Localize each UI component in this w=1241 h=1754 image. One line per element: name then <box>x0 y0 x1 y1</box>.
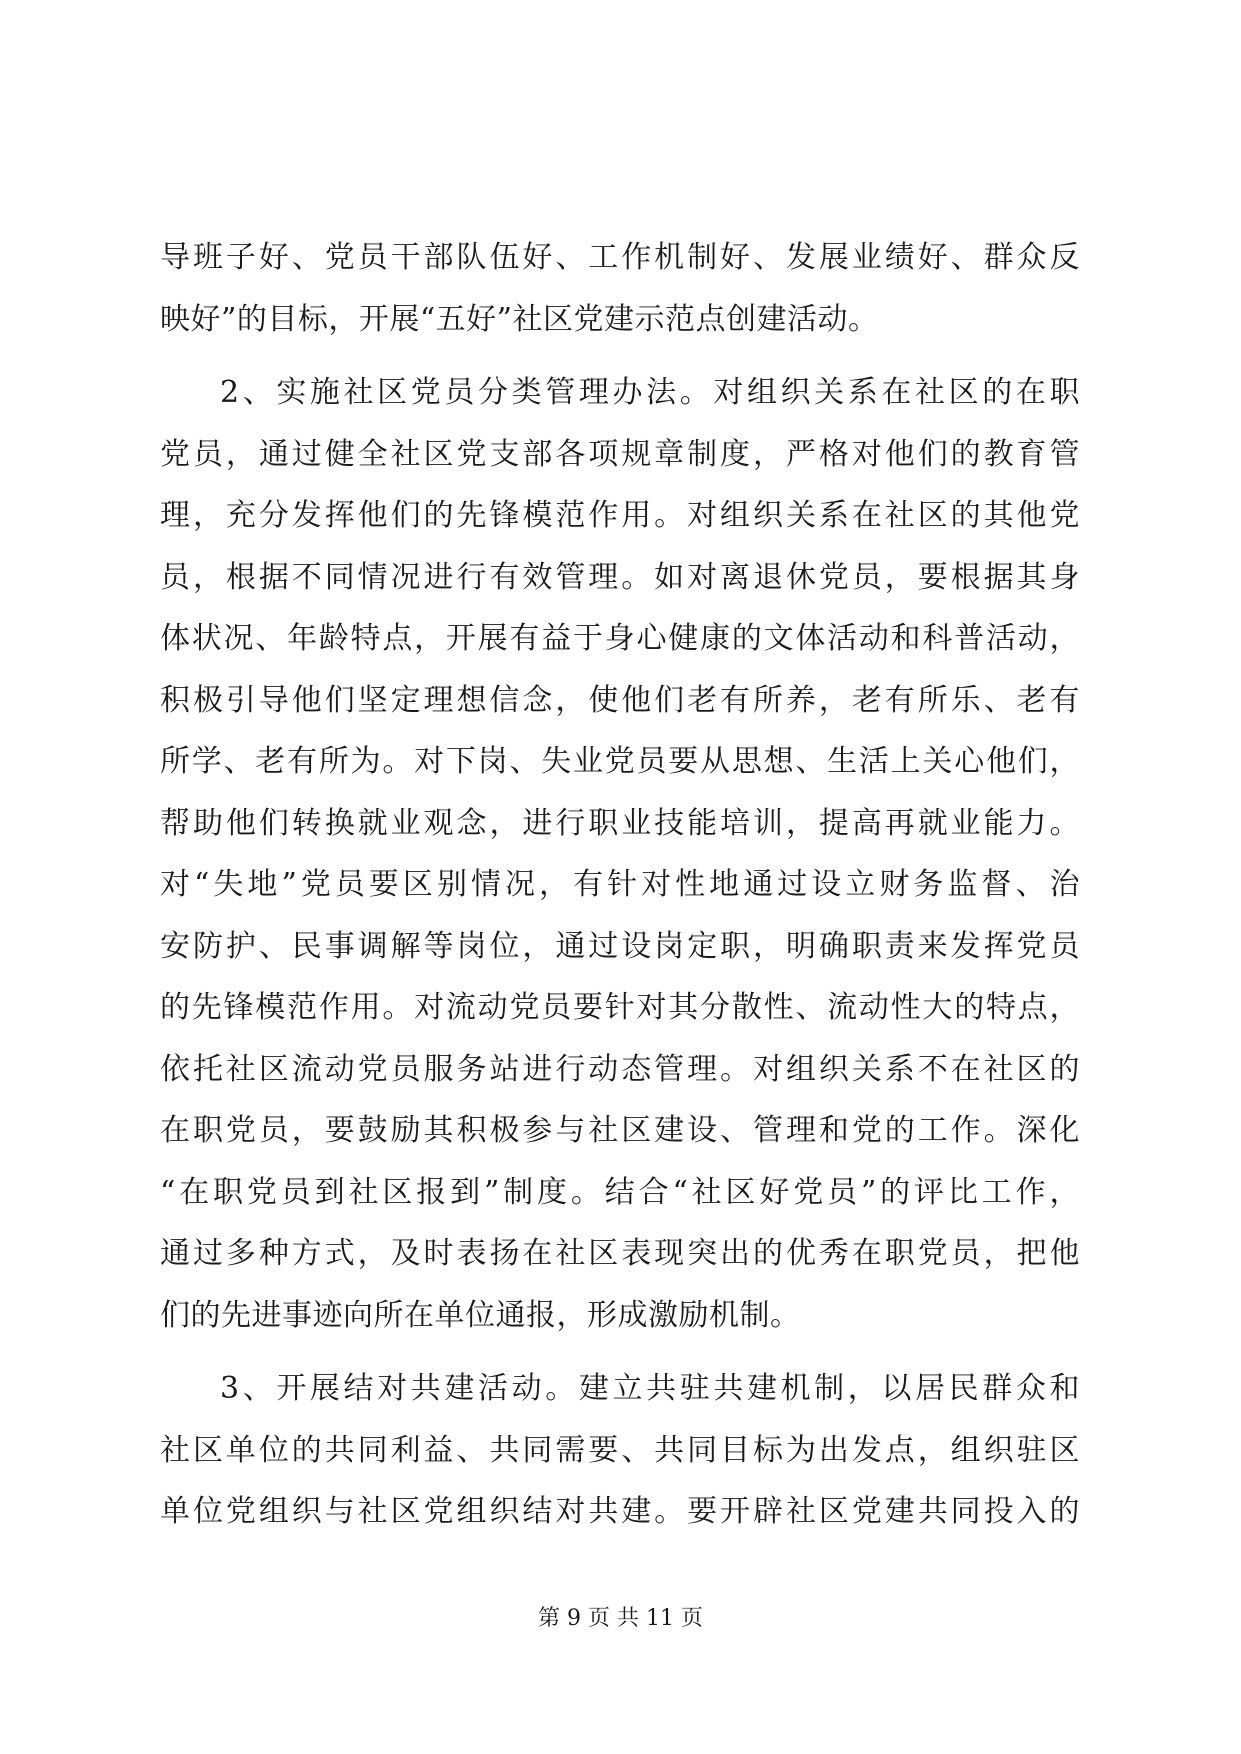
paragraph-gap <box>160 350 1080 362</box>
text-line: 理，充分发挥他们的先锋模范作用。对组织关系在社区的其他党 <box>160 498 1080 533</box>
document-body <box>160 227 1080 1543</box>
text-line: 在职党员，要鼓励其积极参与社区建设、管理和党的工作。深化 <box>160 1113 1080 1148</box>
paragraph-3-first-line: 3、开展结对共建活动。建立共驻共建机制，以居民群众和 <box>220 1371 1080 1406</box>
page-number-footer: 第 9 页 共 11 页 <box>538 1606 703 1631</box>
text-line: 映好”的目标，开展“五好”社区党建示范点创建活动。 <box>160 301 879 337</box>
text-line: 的先锋模范作用。对流动党员要针对其分散性、流动性大的特点， <box>160 990 1080 1025</box>
text-line: 员，根据不同情况进行有效管理。如对离退休党员，要根据其身 <box>160 559 1080 595</box>
text-line: 对“失地”党员要区别情况，有针对性地通过设立财务监督、治 <box>160 867 1080 902</box>
text-line: 安防护、民事调解等岗位，通过设岗定职，明确职责来发挥党员 <box>160 928 1080 964</box>
text-line: 导班子好、党员干部队伍好、工作机制好、发展业绩好、群众反 <box>160 240 1080 275</box>
text-line: 依托社区流动党员服务站进行动态管理。对组织关系不在社区的 <box>160 1051 1080 1087</box>
text-line: 单位党组织与社区党组织结对共建。要开辟社区党建共同投入的 <box>160 1494 1080 1529</box>
text-line: 帮助他们转换就业观念，进行职业技能培训，提高再就业能力。 <box>160 805 1080 841</box>
text-line: 所学、老有所为。对下岗、失业党员要从思想、生活上关心他们， <box>160 744 1080 779</box>
text-line: “在职党员到社区报到”制度。结合“社区好党员”的评比工作， <box>160 1174 1080 1210</box>
text-line: 积极引导他们坚定理想信念，使他们老有所养，老有所乐、老有 <box>160 682 1080 718</box>
paragraph-2-first-line: 2、实施社区党员分类管理办法。对组织关系在社区的在职 <box>220 375 1080 410</box>
text-line: 体状况、年龄特点，开展有益于身心健康的文体活动和科普活动， <box>160 621 1080 656</box>
text-line: 们的先进事迹向所在单位通报，形成激励机制。 <box>160 1297 801 1333</box>
text-line: 通过多种方式，及时表扬在社区表现突出的优秀在职党员，把他 <box>160 1236 1080 1271</box>
text-line: 社区单位的共同利益、共同需要、共同目标为出发点，组织驻区 <box>160 1432 1080 1468</box>
text-line: 党员，通过健全社区党支部各项规章制度，严格对他们的教育管 <box>160 436 1080 472</box>
paragraph-gap <box>160 1346 1080 1358</box>
